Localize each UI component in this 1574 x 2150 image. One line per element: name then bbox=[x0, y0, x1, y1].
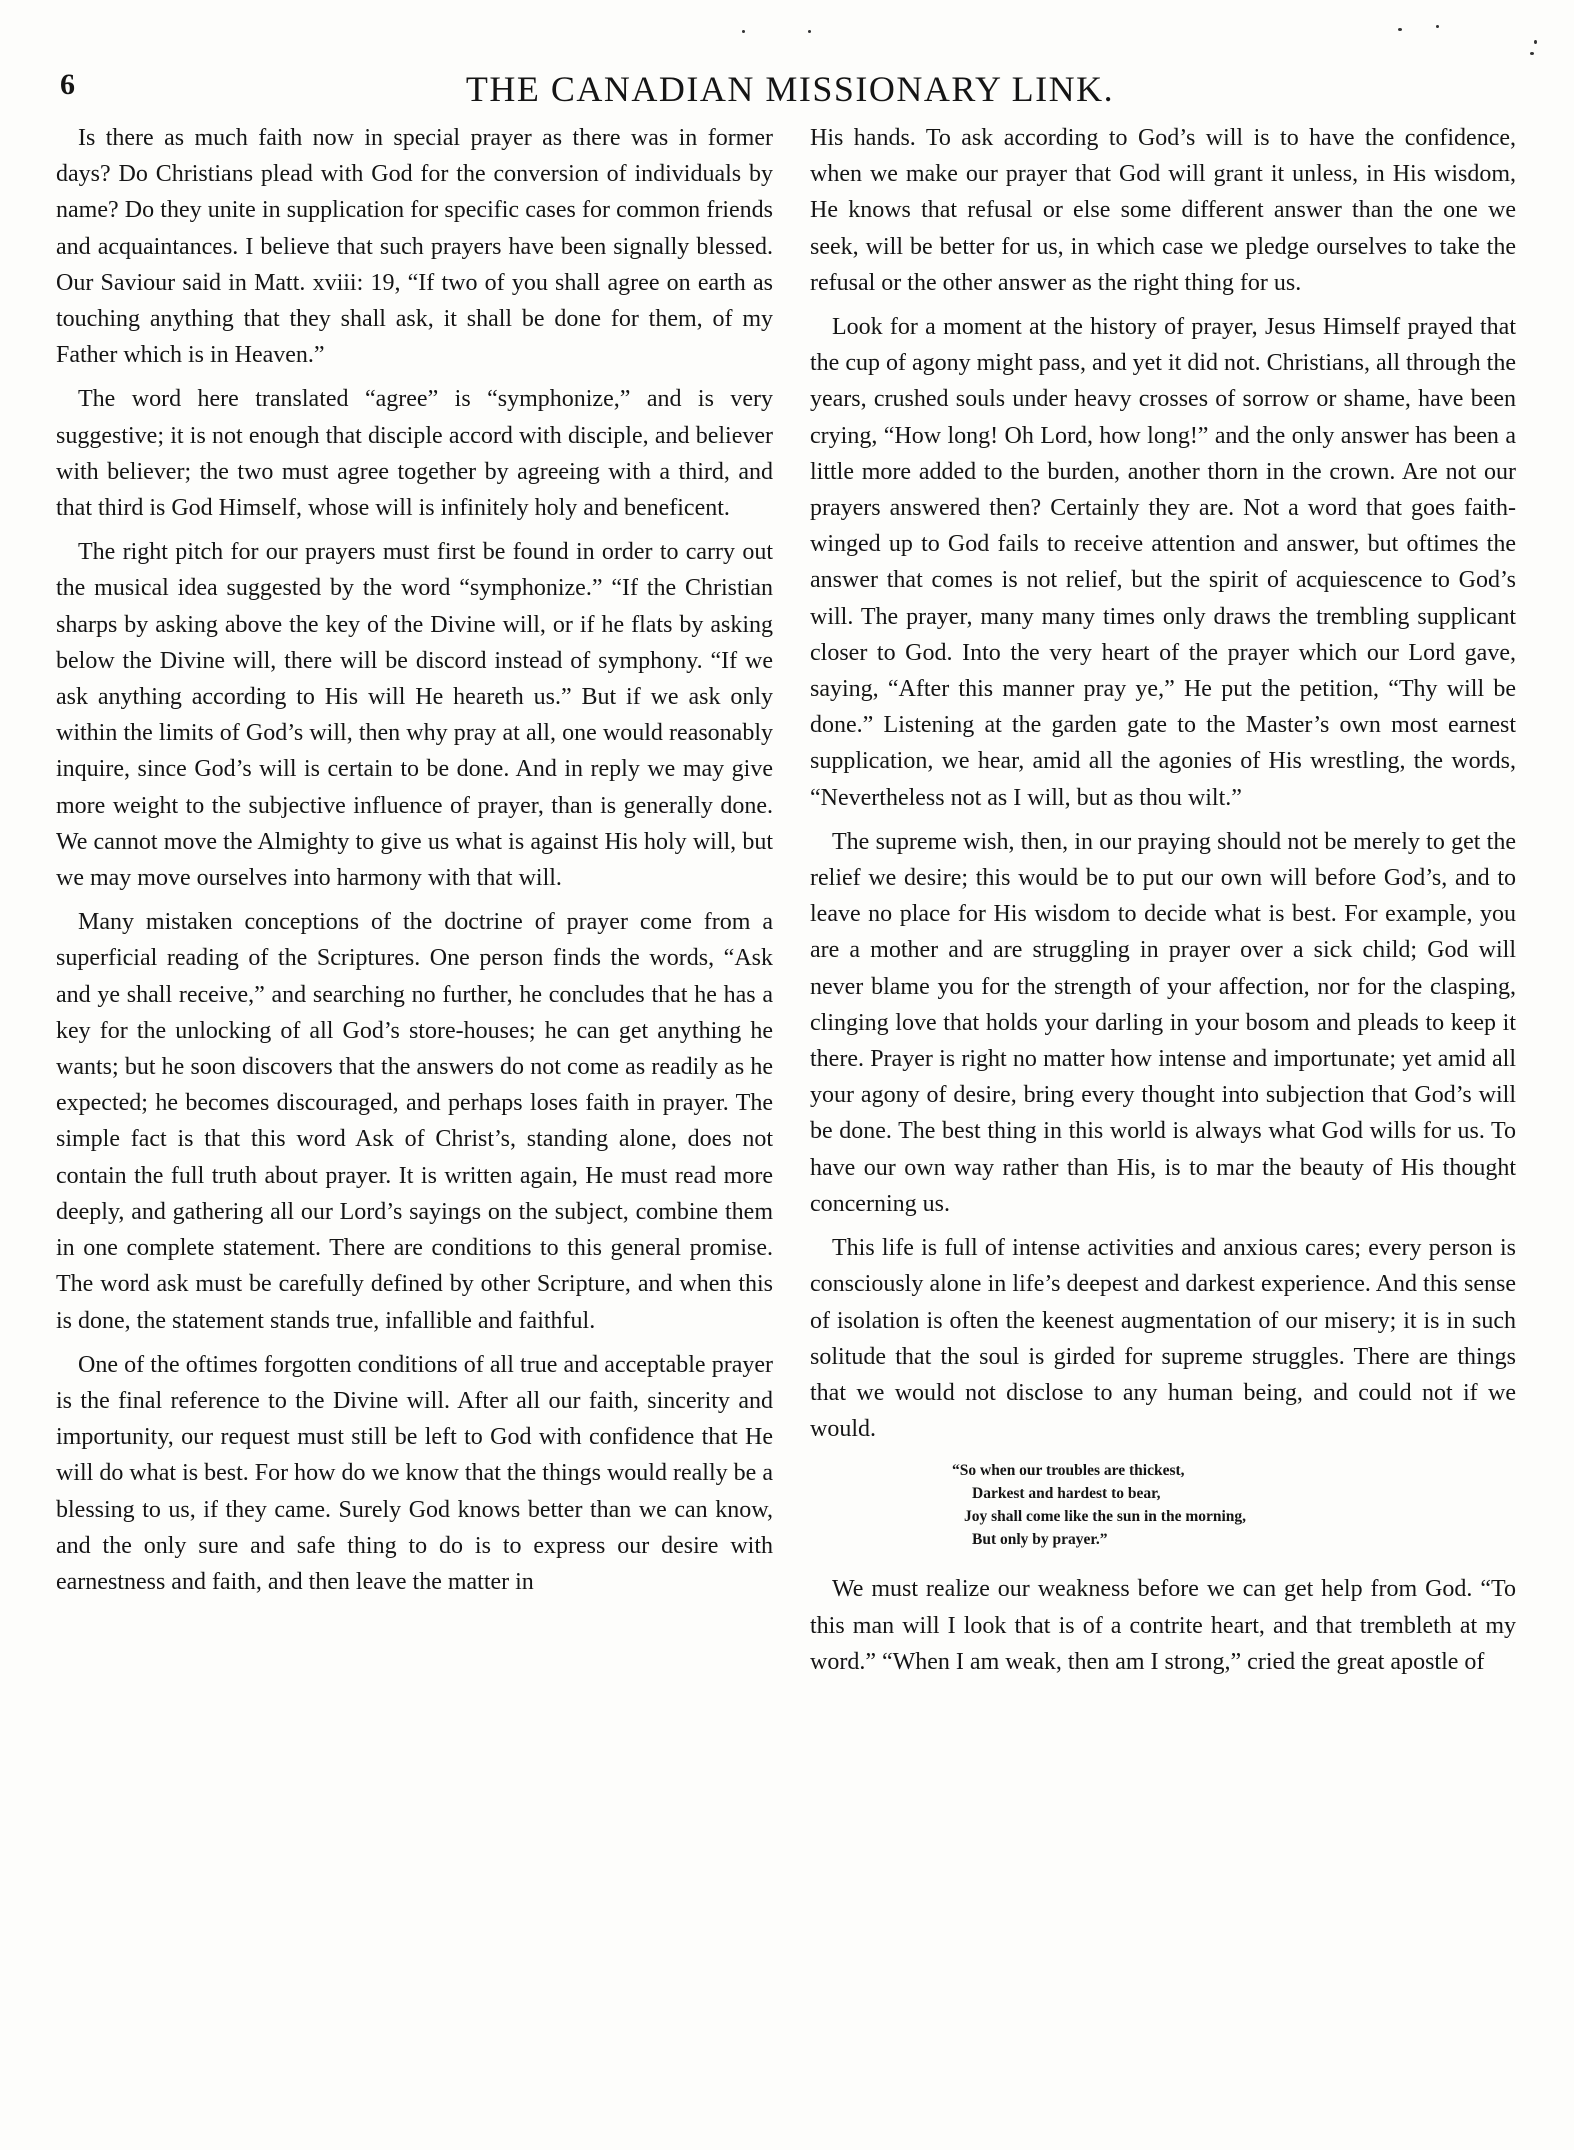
poem-line: Joy shall come like the sun in the morning, bbox=[964, 1508, 1247, 1526]
scan-speck bbox=[808, 30, 811, 33]
article-paragraph: The word here translated “agree” is “symphonize,” and is very suggestive; it is not enough that disciple accord with disciple, and believer with believer; the two must agree together by agreeing with a third, and that third is God Himself, whose will is infinitely holy and beneficent. bbox=[56, 386, 773, 522]
scan-speck bbox=[1534, 40, 1537, 44]
poem-quote bbox=[952, 1459, 1516, 1551]
scan-speck bbox=[1398, 28, 1402, 31]
poem-line: “So when our troubles are thickest, bbox=[952, 1462, 1185, 1480]
left-column bbox=[56, 120, 773, 1608]
scan-speck bbox=[1436, 25, 1439, 28]
article-paragraph: The supreme wish, then, in our praying should not be merely to get the relief we desire; this would be to put our own will before God’s, and to leave no place for His wisdom to decide what is best. For example, you are a mother and are struggling in prayer over a sick child; God will never blame you for the strength of your affection, nor for the clasping, clinging love that holds your darling in your bosom and pleads to keep it there. Prayer is right no matter how intense and importunate; yet amid all your agony of desire, bring every thought into subjection that God’s will be done. The best thing in this world is always what God wills for us. To have our own way rather than His, is to mar the beauty of His thought concerning us. bbox=[810, 828, 1516, 1217]
article-paragraph: Is there as much faith now in special prayer as there was in former days? Do Christians plead with God for the conversion of individuals by name? Do they unite in supplication for specific cases for common friends and acquaintances. I believe that such prayers have been signally blessed. Our Saviour said in Matt. xviii: 19, “If two of you shall agree on earth as touching anything that they shall ask, it shall be done for them, of my Father which is in Heaven.” bbox=[56, 125, 773, 369]
article-paragraph: His hands. To ask according to God’s will is to have the confidence, when we make our prayer that God will grant it unless, in His wisdom, He knows that refusal or else some different answer than the one we seek, will be better for us, in which case we pledge ourselves to take the refusal or the other answer as the right thing for us. bbox=[810, 125, 1516, 296]
article-paragraph: The right pitch for our prayers must first be found in order to carry out the musical idea suggested by the word “symphonize.” “If the Christian sharps by asking above the key of the Divine will, or if he flats by asking below the Divine will, there will be discord instead of symphony. “If we ask anything according to His will He heareth us.” But if we ask only within the limits of God’s will, then why pray at all, one would reasonably inquire, since God’s will is certain to be done. And in reply we may give more weight to the subjective influence of prayer, than is generally done. We cannot move the Almighty to give us what is against His holy will, but we may move ourselves into harmony with that will. bbox=[56, 539, 773, 892]
right-column bbox=[810, 120, 1516, 1688]
scan-speck bbox=[1530, 52, 1534, 55]
article-paragraph: One of the oftimes forgotten conditions of all true and acceptable prayer is the final reference to the Divine will. After all our faith, sincerity and importunity, our request must still be left to God with confidence that He will do what is best. For how do we know that the things would really be a blessing to us, if they came. Surely God knows better than we can know, and the only sure and safe thing to do is to express our desire with earnestness and faith, and then leave the matter in bbox=[56, 1351, 773, 1595]
page-header bbox=[40, 68, 1540, 128]
article-paragraph: We must realize our weakness before we can get help from God. “To this man will I look that is of a contrite heart, and that trembleth at my word.” “When I am weak, then am I strong,” cried the great apostle of bbox=[810, 1576, 1516, 1675]
poem-line: Darkest and hardest to bear, bbox=[972, 1485, 1161, 1503]
page-number: 6 bbox=[60, 68, 75, 101]
article-paragraph: Look for a moment at the history of prayer, Jesus Himself prayed that the cup of agony might pass, and yet it did not. Christians, all through the years, crushed souls under heavy crosses of sorrow or shame, have been crying, “How long! Oh Lord, how long!” and the only answer has been a little more added to the burden, another thorn in the crown. Are not our prayers answered then? Certainly they are. Not a word that goes faith-winged up to God fails to receive attention and answer, but oftimes the answer that comes is not relief, but the spirit of acquiescence to God’s will. The prayer, many many times only draws the trembling supplicant closer to God. Into the very heart of the prayer which our Lord gave, saying, “After this manner pray ye,” He put the petition, “Thy will be done.” Listening at the garden gate to the Master’s own most earnest supplication, we hear, amid all the agonies of His wrestling, the words, “Nevertheless not as I will, but as thou wilt.” bbox=[810, 314, 1516, 811]
poem-line: But only by prayer.” bbox=[972, 1531, 1108, 1549]
scan-speck bbox=[742, 30, 745, 33]
article-paragraph: This life is full of intense activities and anxious cares; every person is consciously alone in life’s deepest and darkest experience. And this sense of isolation is often the keenest augmentation of our misery; it is in such solitude that the soul is girded for supreme struggles. There are things that we would not disclose to any human being, and could not if we would. bbox=[810, 1235, 1516, 1443]
journal-title: THE CANADIAN MISSIONARY LINK. bbox=[465, 69, 1115, 109]
article-paragraph: Many mistaken conceptions of the doctrine of prayer come from a superficial reading of the Scriptures. One person finds the words, “Ask and ye shall receive,” and searching no further, he concludes that he has a key for the unlocking of all God’s store-houses; he can get anything he wants; but he soon discovers that the answers do not come as readily as he expected; he becomes discouraged, and perhaps loses faith in prayer. The simple fact is that this word Ask of Christ’s, standing alone, does not contain the full truth about prayer. It is written again, He must read more deeply, and gathering all our Lord’s sayings on the subject, combine them in one complete statement. There are conditions to this general promise. The word ask must be carefully defined by other Scripture, and when this is done, the statement stands true, infallible and faithful. bbox=[56, 909, 773, 1334]
